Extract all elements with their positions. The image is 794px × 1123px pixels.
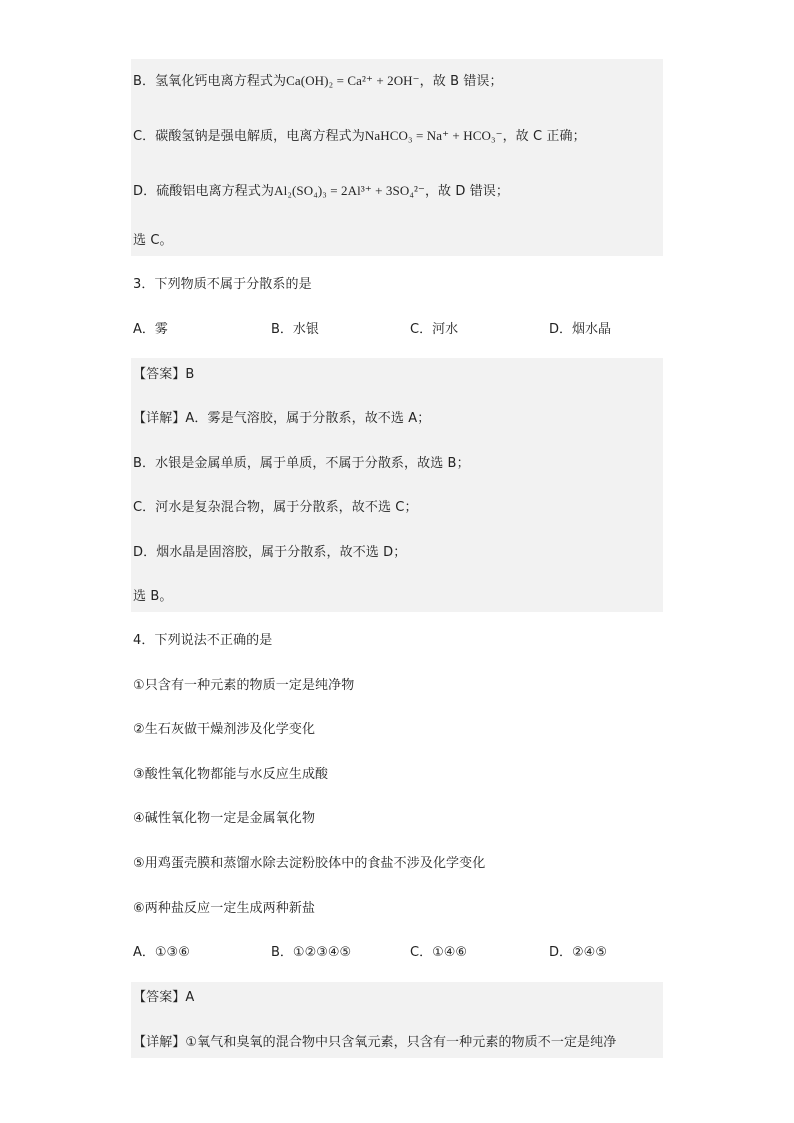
q4-option-b: B．①②③④⑤	[271, 945, 352, 960]
q2-conclusion: 选 C。	[133, 233, 173, 248]
q2-c-prefix: C．碳酸氢钠是强电解质，电离方程式为	[133, 129, 365, 144]
q2-d-suffix: ，故 D 错误；	[424, 184, 510, 199]
q3-conclusion: 选 B。	[133, 589, 173, 604]
q2-explanation-b	[133, 72, 503, 91]
q2-d-prefix: D．硫酸铝电离方程式为	[133, 184, 275, 199]
q4-answer: 【答案】A	[133, 990, 195, 1005]
q4-statement-6: ⑥两种盐反应一定生成两种新盐	[133, 901, 316, 916]
q4-statement-2: ②生石灰做干燥剂涉及化学变化	[133, 722, 316, 737]
q4-option-a: A．①③⑥	[133, 945, 190, 960]
q3-detail-b: B．水银是金属单质，属于单质，不属于分散系，故选 B；	[133, 456, 470, 471]
q2-c-suffix: ，故 C 正确；	[502, 129, 586, 144]
q4-statement-3: ③酸性氧化物都能与水反应生成酸	[133, 767, 329, 782]
q2-b-formula: Ca(OH)₂ = Ca²⁺ + 2OH⁻	[286, 73, 420, 88]
q2-d-formula: Al₂(SO₄)₃ = 2Al³⁺ + 3SO₄²⁻	[274, 183, 425, 198]
q3-option-d: D．烟水晶	[549, 322, 612, 337]
q3-stem: 3．下列物质不属于分散系的是	[133, 277, 312, 292]
q4-statement-4: ④碱性氧化物一定是金属氧化物	[133, 811, 316, 826]
q3-detail-c: C．河水是复杂混合物，属于分散系，故不选 C；	[133, 500, 418, 515]
q4-stem: 4．下列说法不正确的是	[133, 633, 273, 648]
q2-explanation-c	[133, 127, 586, 146]
q2-c-formula: NaHCO₃ = Na⁺ + HCO₃⁻	[364, 128, 503, 143]
q3-option-b: B．水银	[271, 322, 319, 337]
q2-b-prefix: B．氢氧化钙电离方程式为	[133, 74, 287, 89]
q3-answer: 【答案】B	[133, 367, 195, 382]
q4-option-c: C．①④⑥	[410, 945, 468, 960]
q4-option-d: D．②④⑤	[549, 945, 607, 960]
q3-option-c: C．河水	[410, 322, 459, 337]
q2-b-suffix: ，故 B 错误；	[419, 74, 503, 89]
q2-explanation-d	[133, 182, 509, 201]
q3-detail-a: 【详解】A．雾是气溶胶，属于分散系，故不选 A；	[133, 411, 431, 426]
q4-detail: 【详解】①氧气和臭氧的混合物中只含氧元素，只含有一种元素的物质不一定是纯净	[133, 1035, 617, 1050]
q4-statement-5: ⑤用鸡蛋壳膜和蒸馏水除去淀粉胶体中的食盐不涉及化学变化	[133, 856, 486, 871]
q3-detail-d: D．烟水晶是固溶胶，属于分散系，故不选 D；	[133, 545, 407, 560]
q3-answer-band	[131, 358, 663, 612]
q4-statement-1: ①只含有一种元素的物质一定是纯净物	[133, 678, 355, 693]
q3-option-a: A．雾	[133, 322, 168, 337]
